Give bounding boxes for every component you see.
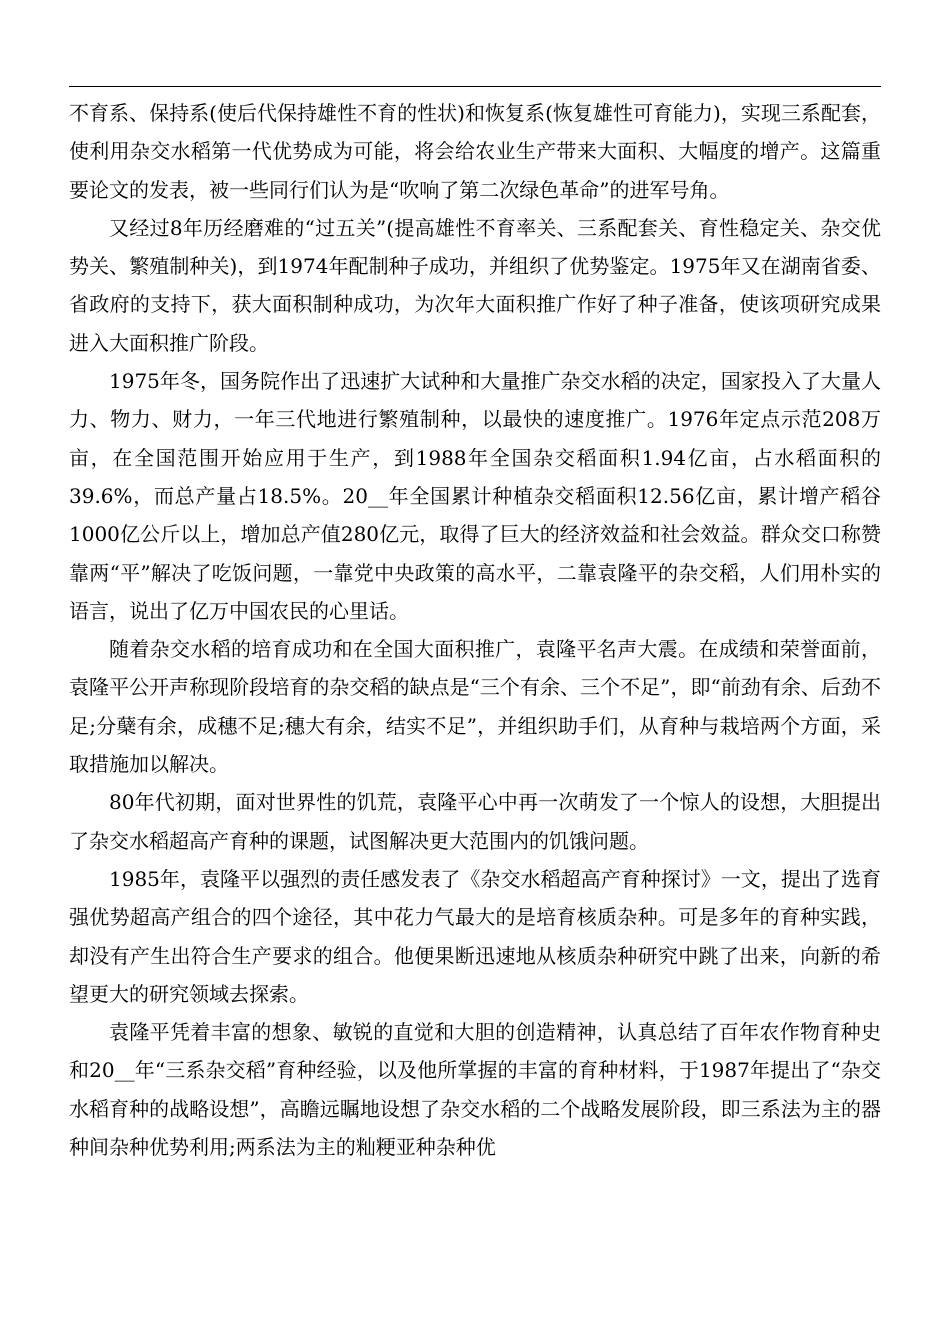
paragraph: 1985年，袁隆平以强烈的责任感发表了《杂交水稻超高产育种探讨》一文，提出了选育强优势超高产组合的四个途径，其中花力气最大的是培育核质杂种。可是多年的育种实践，却没有产生出符合生产要求的组合。他便果断迅速地从核质杂种研究中跳了出来，向新的希望更大的研究领域去探索。	[69, 866, 881, 1006]
paragraph: 随着杂交水稻的培育成功和在全国大面积推广，袁隆平名声大震。在成绩和荣誉面前，袁隆平公开声称现阶段培育的杂交稻的缺点是“三个有余、三个不足”，即“前劲有余、后劲不足;分蘖有余，成穗不足;穗大有余，结实不足”，并组织助手们，从育种与栽培两个方面，采取措施加以解决。	[69, 637, 881, 777]
paragraph: 袁隆平凭着丰富的想象、敏锐的直觉和大胆的创造精神，认真总结了百年农作物育种史和20__年“三系杂交稻”育种经验，以及他所掌握的丰富的育种材料，于1987年提出了“杂交水稻育种的战略设想”，高瞻远瞩地设想了杂交水稻的二个战略发展阶段，即三系法为主的器种间杂种优势利用;两系法为主的籼粳亚种杂种优	[69, 1020, 881, 1160]
paragraph: 又经过8年历经磨难的“过五关”(提高雄性不育率关、三系配套关、育性稳定关、杂交优势关、繁殖制种关)，到1974年配制种子成功，并组织了优势鉴定。1975年又在湖南省委、省政府的支持下，获大面积制种成功，为次年大面积推广作好了种子准备，使该项研究成果进入大面积推广阶段。	[69, 215, 881, 355]
header-rule	[69, 86, 881, 87]
body-text	[69, 94, 881, 1166]
paragraph-continuation: 不育系、保持系(使后代保持雄性不育的性状)和恢复系(恢复雄性可育能力)，实现三系配套，使利用杂交水稻第一代优势成为可能，将会给农业生产带来大面积、大幅度的增产。这篇重要论文的发表，被一些同行们认为是“吹响了第二次绿色革命”的进军号角。	[69, 101, 881, 202]
paragraph: 80年代初期，面对世界性的饥荒，袁隆平心中再一次萌发了一个惊人的设想，大胆提出了杂交水稻超高产育种的课题，试图解决更大范围内的饥饿问题。	[69, 790, 881, 853]
paragraph: 1975年冬，国务院作出了迅速扩大试种和大量推广杂交水稻的决定，国家投入了大量人力、物力、财力，一年三代地进行繁殖制种，以最快的速度推广。1976年定点示范208万亩，在全国范围开始应用于生产，到1988年全国杂交稻面积1.94亿亩，占水稻面积的39.6%，而总产量占18.5%。20__年全国累计种植杂交稻面积12.56亿亩，累计增产稻谷1000亿公斤以上，增加总产值280亿元，取得了巨大的经济效益和社会效益。群众交口称赞靠两“平”解决了吃饭问题，一靠党中央政策的高水平，二靠袁隆平的杂交稻，人们用朴实的语言，说出了亿万中国农民的心里话。	[69, 369, 881, 623]
